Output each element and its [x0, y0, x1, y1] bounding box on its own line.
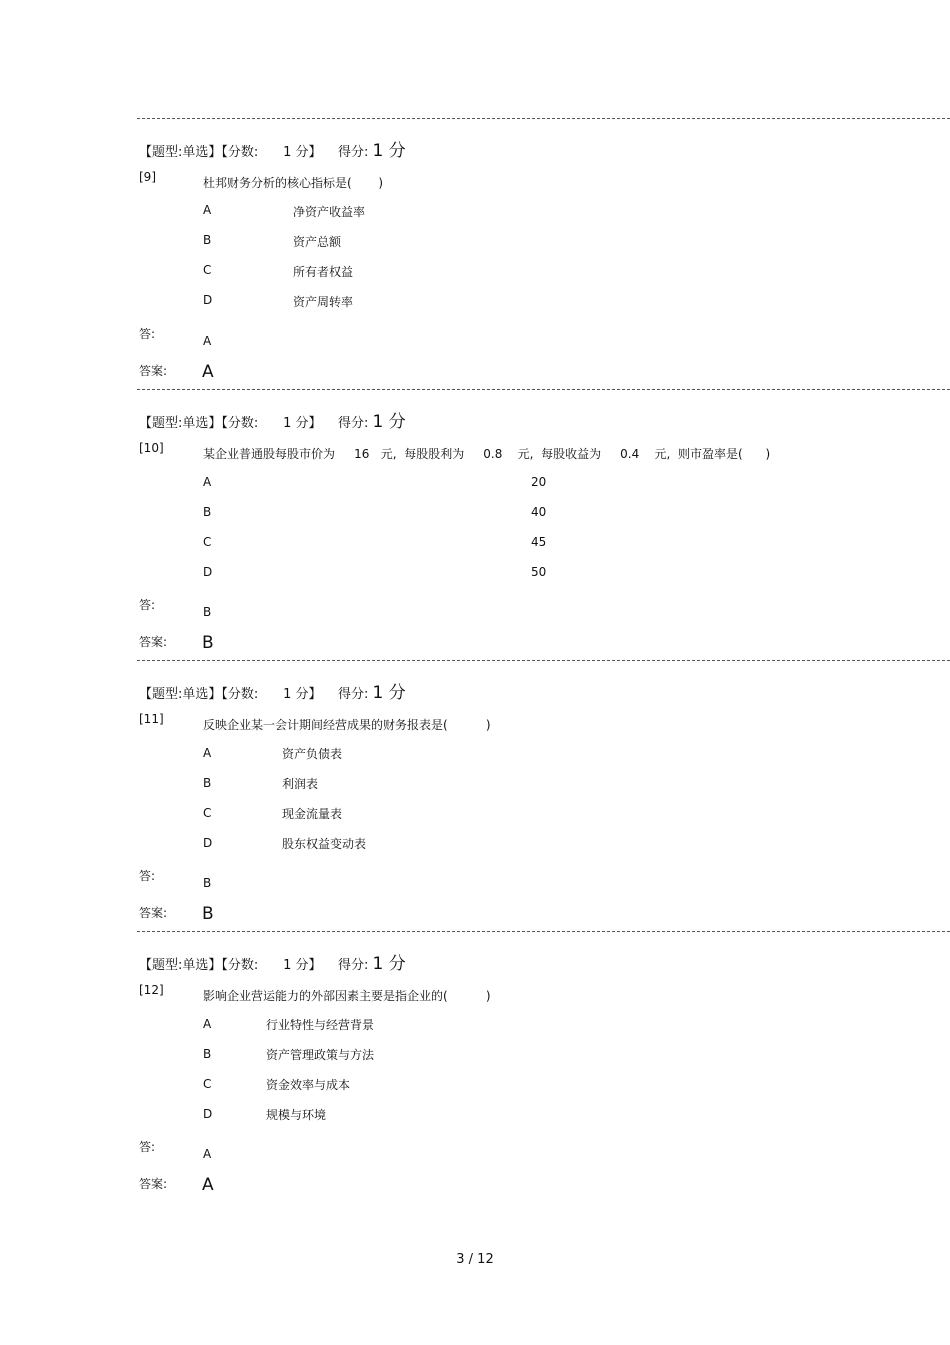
got-score: 1 分 [372, 141, 406, 161]
key-value: B [202, 904, 214, 924]
question-stem: 某企业普通股每股市价为 16 元, 每股股利为 0.8 元, 每股收益为 0.4 元, 则市盈率是( ) [203, 447, 771, 461]
score-label: 1 分】 [283, 687, 322, 702]
question-number: [12] [139, 983, 164, 997]
option-text: 规模与环境 [266, 1108, 327, 1122]
question-number: [10] [139, 441, 164, 455]
score-label: 1 分】 [283, 145, 322, 160]
option-text: 行业特性与经营背景 [266, 1018, 375, 1032]
key-label: 答案: [139, 1177, 168, 1191]
got-label: 得分: [338, 145, 369, 160]
answer-value: A [203, 1147, 212, 1161]
question-stem: 反映企业某一会计期间经营成果的财务报表是( ) [203, 718, 491, 732]
option-text: 资产负债表 [282, 747, 343, 761]
answer-label: 答: [139, 598, 156, 612]
key-label: 答案: [139, 364, 168, 378]
score-label: 1 分】 [283, 416, 322, 431]
option-text: 股东权益变动表 [282, 837, 367, 851]
option-letter: B [203, 233, 212, 247]
option-text: 资产周转率 [293, 295, 354, 309]
dashed-separator [137, 389, 950, 390]
option-letter: B [203, 505, 212, 519]
key-label: 答案: [139, 635, 168, 649]
answer-value: A [203, 334, 212, 348]
option-text: 资产总额 [293, 235, 342, 249]
option-letter: A [203, 203, 212, 217]
dashed-separator [137, 931, 950, 932]
answer-value: B [203, 605, 212, 619]
got-score: 1 分 [372, 412, 406, 432]
option-text: 50 [531, 565, 547, 579]
key-value: A [202, 1175, 214, 1195]
answer-value: B [203, 876, 212, 890]
type-label: 【题型:单选】【分数: [139, 145, 259, 160]
key-label: 答案: [139, 906, 168, 920]
option-letter: D [203, 565, 213, 579]
option-text: 20 [531, 475, 547, 489]
got-label: 得分: [338, 958, 369, 973]
option-text: 资产管理政策与方法 [266, 1048, 375, 1062]
option-letter: B [203, 776, 212, 790]
question-block [0, 118, 950, 390]
option-letter: C [203, 263, 212, 277]
option-text: 净资产收益率 [293, 205, 366, 219]
question-block [0, 389, 950, 661]
got-score: 1 分 [372, 683, 406, 703]
question-header [139, 949, 406, 974]
page-number: 3 / 12 [456, 1252, 494, 1267]
option-letter: C [203, 535, 212, 549]
option-letter: D [203, 836, 213, 850]
option-text: 45 [531, 535, 547, 549]
question-header [139, 407, 406, 432]
option-text: 所有者权益 [293, 265, 354, 279]
key-value: B [202, 633, 214, 653]
answer-label: 答: [139, 869, 156, 883]
option-letter: B [203, 1047, 212, 1061]
question-block [0, 660, 950, 932]
option-text: 资金效率与成本 [266, 1078, 351, 1092]
option-text: 现金流量表 [282, 807, 343, 821]
got-label: 得分: [338, 687, 369, 702]
option-letter: C [203, 806, 212, 820]
key-value: A [202, 362, 214, 382]
option-letter: A [203, 475, 212, 489]
option-letter: D [203, 1107, 213, 1121]
got-label: 得分: [338, 416, 369, 431]
question-number: [11] [139, 712, 164, 726]
type-label: 【题型:单选】【分数: [139, 416, 259, 431]
option-text: 40 [531, 505, 547, 519]
answer-label: 答: [139, 327, 156, 341]
question-stem: 杜邦财务分析的核心指标是( ) [203, 176, 384, 190]
score-label: 1 分】 [283, 958, 322, 973]
question-header [139, 136, 406, 161]
dashed-separator [137, 118, 950, 119]
dashed-separator [137, 660, 950, 661]
type-label: 【题型:单选】【分数: [139, 687, 259, 702]
question-stem: 影响企业营运能力的外部因素主要是指企业的( ) [203, 989, 491, 1003]
answer-label: 答: [139, 1140, 156, 1154]
question-number: [9] [139, 170, 156, 184]
question-block [0, 931, 950, 1203]
option-letter: C [203, 1077, 212, 1091]
option-letter: A [203, 746, 212, 760]
question-header [139, 678, 406, 703]
option-letter: D [203, 293, 213, 307]
option-text: 利润表 [282, 777, 319, 791]
type-label: 【题型:单选】【分数: [139, 958, 259, 973]
got-score: 1 分 [372, 954, 406, 974]
option-letter: A [203, 1017, 212, 1031]
